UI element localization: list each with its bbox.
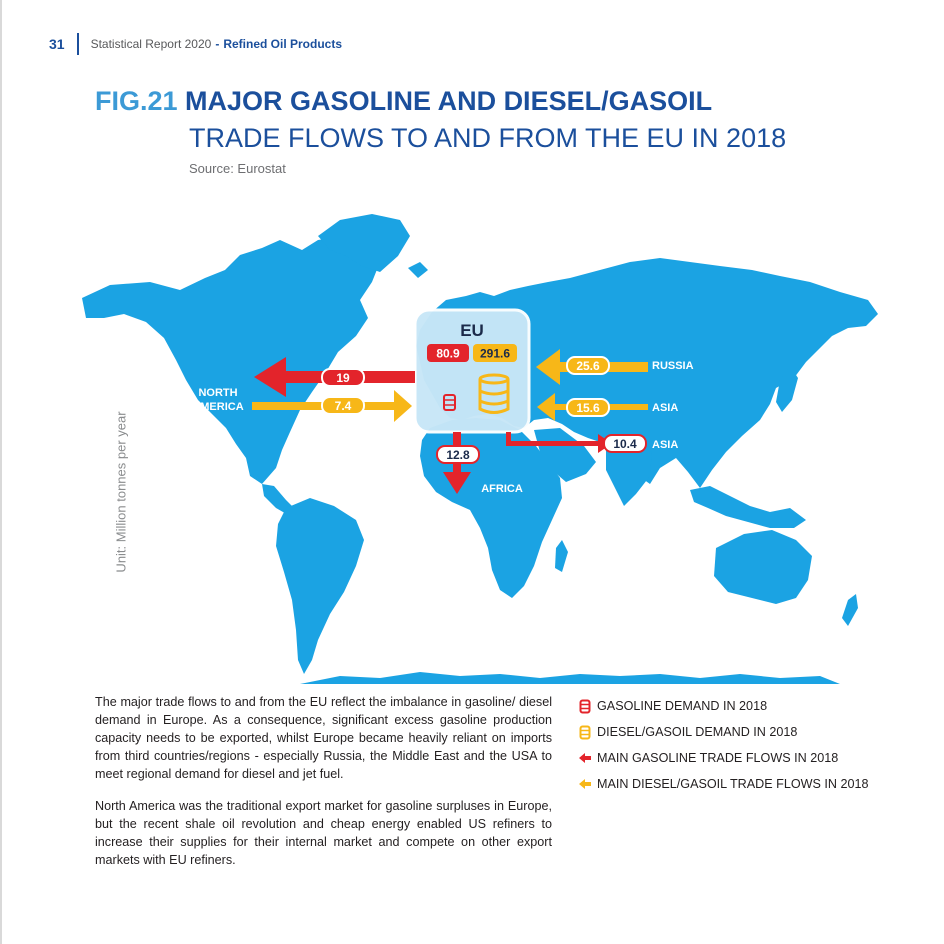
figure-title-bold: MAJOR GASOLINE AND DIESEL/GASOIL (185, 86, 713, 116)
figure-subtitle: TRADE FLOWS TO AND FROM THE EU IN 2018 (189, 123, 787, 153)
yellow-arrow-left-icon (578, 776, 592, 792)
region-label-north-america-line1: NORTH (198, 387, 238, 399)
australia-shape (714, 530, 812, 604)
legend-item-gasoline-flows (578, 745, 869, 771)
region-label-asia-gasoline: ASIA (652, 439, 679, 451)
flow-pill-gasoline-asia (604, 435, 646, 452)
flow-pill-gasoline-africa (437, 446, 479, 463)
legend-item-diesel-flows (578, 771, 869, 797)
body-paragraph-2: North America was the traditional export market for gasoline surpluses in Europe, but the recent shale oil revolution and cheap energy enabled US refiners to increase their supplies for their internal market and compete on other export markets with EU refiners. (95, 799, 552, 867)
region-label-asia-diesel: ASIA (652, 402, 679, 414)
red-barrel-icon (578, 698, 592, 714)
legend-label-diesel-demand: DIESEL/GASOIL DEMAND IN 2018 (597, 725, 798, 739)
iceland-shape (408, 262, 428, 278)
page-number: 31 (49, 36, 65, 52)
flow-value-diesel-asia: 15.6 (576, 401, 600, 415)
flow-pill-diesel-north-america (322, 397, 364, 414)
red-arrow-left-icon (578, 750, 592, 766)
body-paragraph-1: The major trade flows to and from the EU reflect the imbalance in gasoline/ diesel demand in Europe. As a consequence, significant excess gasoline production capacity needs to be exported, whilst Europe became heavily reliant on imports from third countries/regions - especially Russia, the Middle East and the USA to meet regional demand for diesel and jet fuel. (95, 695, 552, 781)
figure-label: FIG.21 (95, 86, 178, 116)
map-legend (578, 693, 869, 797)
yellow-barrel-icon (578, 724, 592, 740)
gasoline-demand-value: 80.9 (436, 346, 460, 361)
new-zealand-shape (842, 594, 858, 626)
world-landmass (82, 214, 878, 684)
legend-item-gasoline-demand (578, 693, 869, 719)
flow-pill-gasoline-north-america (322, 369, 364, 386)
figure-source: Source: Eurostat (189, 161, 286, 176)
report-name: Statistical Report 2020 (90, 37, 212, 51)
region-label-north-america-line2: AMERICA (192, 401, 244, 413)
legend-item-diesel-demand (578, 719, 869, 745)
flow-value-diesel-russia: 25.6 (576, 359, 600, 373)
flow-value-gasoline-asia: 10.4 (613, 437, 637, 451)
southeast-asia-shape (690, 486, 806, 528)
eu-label: EU (460, 321, 484, 340)
flow-pill-diesel-russia (567, 357, 609, 374)
header-dash: - (215, 37, 220, 51)
body-text (95, 693, 552, 883)
madagascar-shape (555, 540, 568, 572)
diesel-demand-value: 291.6 (479, 346, 511, 361)
flow-pill-diesel-asia (567, 399, 609, 416)
legend-label-diesel-flows: MAIN DIESEL/GASOIL TRADE FLOWS IN 2018 (597, 777, 869, 791)
unit-label: Unit: Million tonnes per year (113, 411, 129, 573)
flow-value-gasoline-africa: 12.8 (446, 448, 470, 462)
north-america-shape (82, 236, 380, 484)
legend-label-gasoline-demand: GASOLINE DEMAND IN 2018 (597, 699, 768, 713)
south-america-shape (276, 498, 364, 674)
flow-value-diesel-north-america: 7.4 (334, 399, 352, 413)
flow-value-gasoline-north-america: 19 (336, 371, 350, 385)
eu-box (415, 310, 529, 432)
section-name: Refined Oil Products (223, 37, 342, 51)
region-label-russia: RUSSIA (652, 360, 694, 372)
legend-label-gasoline-flows: MAIN GASOLINE TRADE FLOWS IN 2018 (597, 751, 839, 765)
region-label-africa: AFRICA (481, 483, 523, 495)
antarctica-shape (300, 672, 840, 684)
